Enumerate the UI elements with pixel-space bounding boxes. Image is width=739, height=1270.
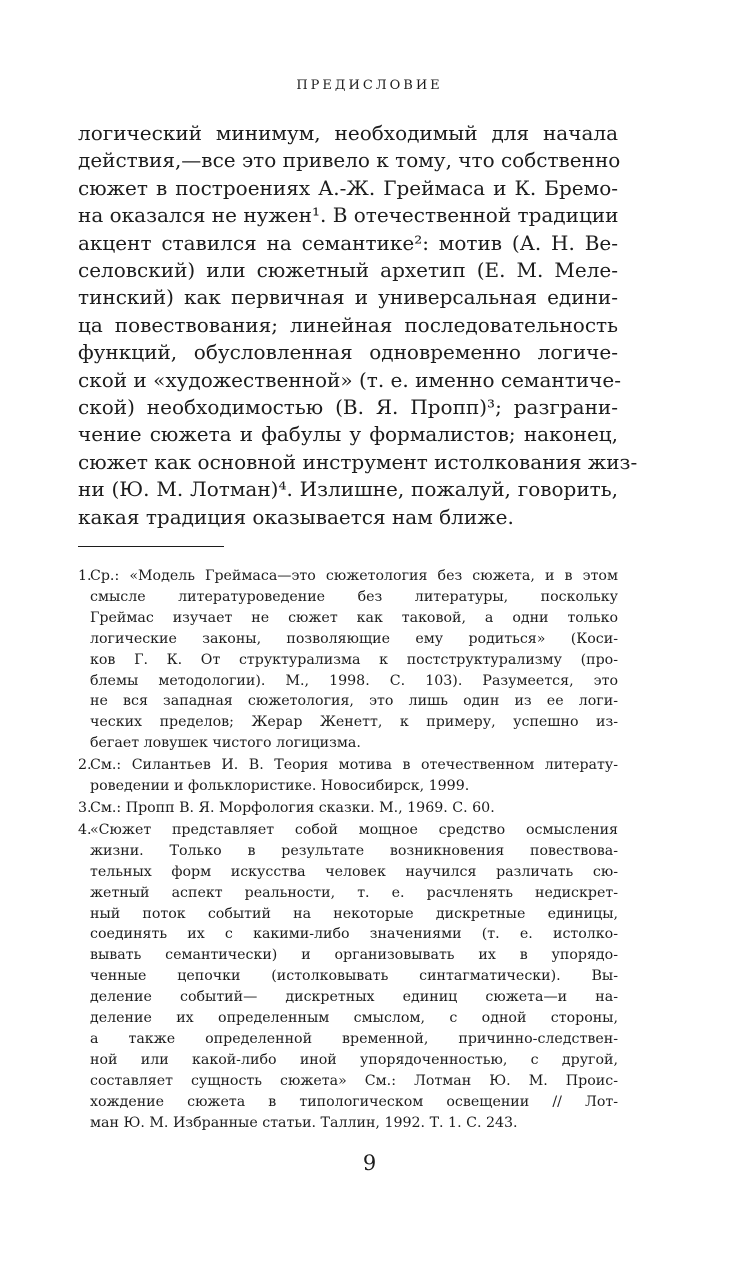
footnote-body [90, 566, 618, 754]
footnote-body [90, 755, 618, 797]
text-line: функций, обусловленная одновременно логиче- [78, 340, 618, 365]
text-line: какая традиция оказывается нам ближе. [78, 504, 514, 529]
text-line: сюжет в построениях А.-Ж. Греймаса и К. Бремо- [78, 175, 618, 200]
footnote-number: 3. [78, 799, 92, 816]
footnote-line: ный поток событий на некоторые дискретные единицы, [90, 905, 618, 922]
footnote-divider [78, 546, 224, 547]
text-line: селовский) или сюжетный архетип (Е. М. Меле- [78, 258, 618, 283]
footnote-line: «Сюжет представляет собой мощное средство осмысления [90, 821, 618, 838]
footnote-line: бегает ловушек чистого логицизма. [90, 735, 361, 752]
footnote-2 [78, 755, 618, 797]
text-line: ни (Ю. М. Лотман)⁴. Излишне, пожалуй, говорить, [78, 477, 618, 502]
footnote-line: ков Г. К. От структурализма к постструктурализму (про- [90, 651, 618, 668]
footnote-line: тельных форм искусства человек научился различать сю- [90, 863, 618, 880]
footnote-body [90, 820, 618, 1134]
text-line: акцент ставился на семантике²: мотив (А. Н. Ве- [78, 230, 618, 255]
footnote-line: ченные цепочки (истолковывать синтагматически). Вы- [90, 968, 618, 985]
text-line: чение сюжета и фабулы у формалистов; наконец, [78, 422, 618, 447]
footnote-line: Ср.: «Модель Греймаса—это сюжетология без сюжета, и в этом [90, 568, 618, 584]
text-line: тинский) как первичная и универсальная едини- [78, 285, 618, 310]
footnote-1 [78, 566, 618, 754]
footnotes [78, 566, 618, 1133]
footnote-line: ман Ю. М. Избранные статьи. Таллин, 1992. Т. 1. С. 243. [90, 1114, 518, 1131]
footnote-line: жетный аспект реальности, т. е. расчленять недискрет- [90, 884, 618, 901]
footnote-line: смысле литературоведение без литературы, поскольку [90, 588, 618, 605]
footnote-line: См.: Пропп В. Я. Морфология сказки. М., 1969. С. 60. [90, 799, 495, 816]
footnote-number: 1. [78, 568, 92, 584]
footnote-3 [78, 798, 618, 819]
footnote-line: соединять их с какими-либо значениями (т. е. истолко- [90, 926, 618, 943]
footnote-line: а также определенной временной, причинно-следствен- [90, 1030, 618, 1047]
footnote-line: не вся западная сюжетология, это лишь один из ее логи- [90, 693, 618, 710]
text-line: сюжет как основной инструмент истолкования жиз- [78, 449, 638, 474]
footnote-line: блемы методологии). М., 1998. С. 103). Разумеется, это [90, 672, 618, 689]
footnote-body [90, 798, 618, 819]
footnote-line: ной или какой-либо иной упорядоченностью, с другой, [90, 1051, 618, 1068]
footnote-line: составляет сущность сюжета» См.: Лотман Ю. М. Проис- [90, 1072, 618, 1089]
text-line: ской и «художественной» (т. е. именно семантиче- [78, 367, 621, 392]
footnote-line: жизни. Только в результате возникновения повествова- [90, 842, 618, 859]
footnote-4 [78, 820, 618, 1134]
footnote-number: 4. [78, 821, 92, 838]
footnote-line: деление событий— дискретных единиц сюжета—и на- [90, 989, 618, 1006]
text-line: логический минимум, необходимый для начала [78, 121, 618, 145]
main-text [78, 120, 638, 531]
running-header: ПРЕДИСЛОВИЕ [296, 78, 443, 93]
page-number: 9 [362, 1151, 377, 1175]
footnote-line: вывать семантически) и организовывать их в упорядо- [90, 947, 618, 964]
text-line: ца повествования; линейная последовательность [78, 312, 618, 337]
text-line: ской) необходимостью (В. Я. Пропп)³; разграни- [78, 395, 618, 420]
footnote-line: хождение сюжета в типологическом освещении // Лот- [90, 1093, 618, 1110]
footnote-line: деление их определенным смыслом, с одной стороны, [90, 1010, 618, 1027]
footnote-number: 2. [78, 757, 92, 774]
footnote-line: См.: Силантьев И. В. Теория мотива в отечественном литерату- [90, 757, 618, 774]
text-line: действия,—все это привело к тому, что собственно [78, 148, 621, 173]
text-line: на оказался не нужен¹. В отечественной традиции [78, 203, 619, 228]
footnote-line: роведении и фольклористике. Новосибирск, 1999. [90, 778, 470, 795]
footnote-line: Греймас изучает не сюжет как таковой, а одни только [90, 609, 618, 626]
footnote-line: ческих пределов; Жерар Женетт, к примеру, успешно из- [90, 714, 618, 731]
footnote-line: логические законы, позволяющие ему родиться» (Коси- [90, 630, 618, 647]
